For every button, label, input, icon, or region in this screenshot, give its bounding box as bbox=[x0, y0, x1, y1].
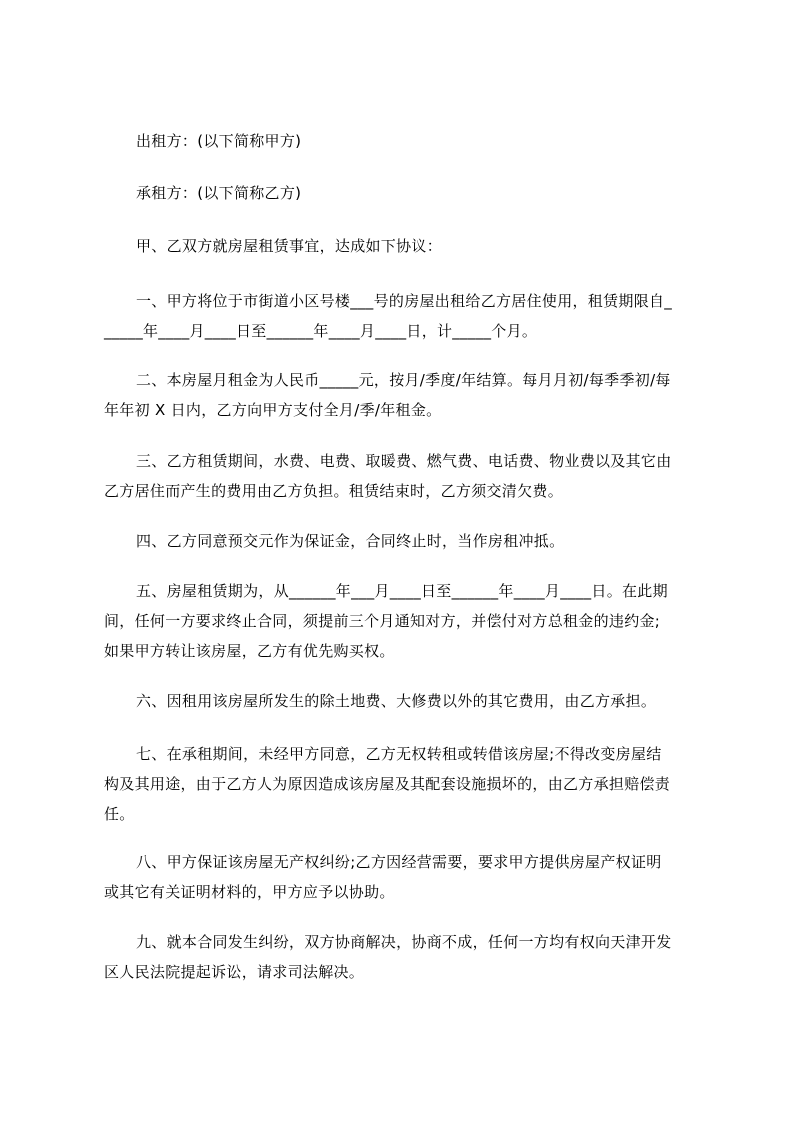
clause-5-line-1: 五、房屋租赁期为，从______年___月____日至______年____月____日。在此期 bbox=[136, 582, 668, 600]
clause-1 bbox=[104, 286, 704, 346]
lessor-line bbox=[104, 126, 704, 156]
clause-7-line-3: 任。 bbox=[104, 805, 135, 823]
clause-5-line-2: 间，任何一方要求终止合同，须提前三个月通知对方，并偿付对方总租金的违约金; bbox=[104, 612, 661, 630]
clause-1-line-1: 一、甲方将位于市街道小区号楼___号的房屋出租给乙方居住使用，租赁期限自_ bbox=[136, 292, 673, 310]
clause-5-line-3: 如果甲方转让该房屋，乙方有优先购买权。 bbox=[104, 642, 395, 660]
clause-2 bbox=[104, 365, 704, 425]
clause-4-line-1: 四、乙方同意预交元作为保证金，合同终止时，当作房租冲抵。 bbox=[136, 532, 565, 550]
clause-6 bbox=[104, 686, 704, 716]
clause-8-line-2: 或其它有关证明材料的，甲方应予以协助。 bbox=[104, 883, 395, 901]
clause-7-line-1: 七、在承租期间，未经甲方同意，乙方无权转租或转借该房屋;不得改变房屋结 bbox=[136, 745, 662, 763]
clause-7 bbox=[104, 739, 704, 829]
clause-6-line-1: 六、因租用该房屋所发生的除土地费、大修费以外的其它费用，由乙方承担。 bbox=[136, 692, 657, 710]
clause-3 bbox=[104, 446, 704, 506]
clause-7-line-2: 构及其用途，由于乙方人为原因造成该房屋及其配套设施损坏的，由乙方承担赔偿责 bbox=[104, 775, 671, 793]
clause-8 bbox=[104, 847, 704, 907]
lessee-line bbox=[104, 178, 704, 208]
clause-4 bbox=[104, 526, 704, 556]
clause-3-line-1: 三、乙方租赁期间，水费、电费、取暖费、燃气费、电话费、物业费以及其它由 bbox=[136, 452, 672, 470]
clause-9-line-1: 九、就本合同发生纠纷，双方协商解决，协商不成，任何一方均有权向天津开发 bbox=[136, 933, 672, 951]
lessor-text: 出租方：(以下简称甲方) bbox=[136, 132, 302, 150]
clause-3-line-2: 乙方居住而产生的费用由乙方负担。租赁结束时，乙方须交清欠费。 bbox=[104, 482, 564, 500]
lessee-text: 承租方：(以下简称乙方) bbox=[136, 184, 302, 202]
intro-text: 甲、乙双方就房屋租赁事宜，达成如下协议： bbox=[136, 237, 443, 255]
clause-9 bbox=[104, 927, 704, 987]
clause-5 bbox=[104, 576, 704, 666]
clause-2-line-2: 年年初 X 日内，乙方向甲方支付全月/季/年租金。 bbox=[104, 401, 442, 419]
clause-1-line-2: _____年____月____日至______年____月____日，计_____个月。 bbox=[104, 322, 538, 340]
clause-2-line-1: 二、本房屋月租金为人民币_____元，按月/季度/年结算。每月月初/每季季初/每 bbox=[136, 371, 671, 389]
clause-9-line-2: 区人民法院提起诉讼，请求司法解决。 bbox=[104, 963, 365, 981]
clause-8-line-1: 八、甲方保证该房屋无产权纠纷;乙方因经营需要，要求甲方提供房屋产权证明 bbox=[136, 853, 662, 871]
intro-line bbox=[104, 231, 704, 261]
